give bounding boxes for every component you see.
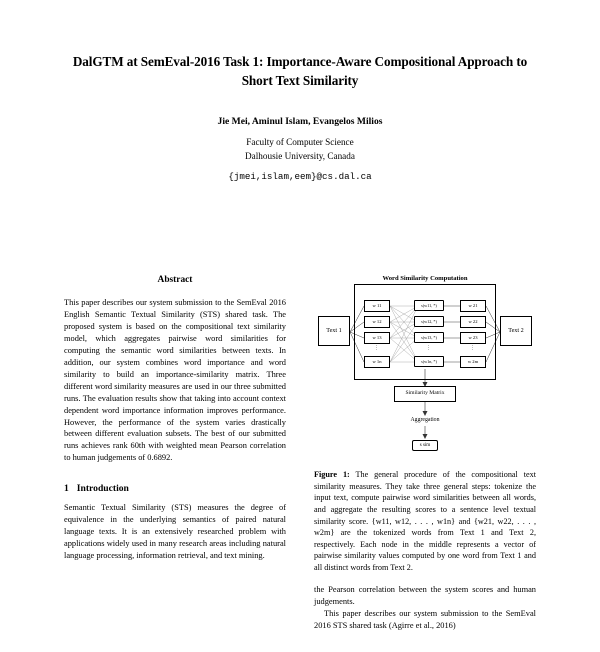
figure-mid-node-3: s(w13, *) [414, 332, 444, 343]
affiliation-line-2: Dalhousie University, Canada [245, 151, 355, 162]
figure-left-node-1: w 11 [364, 300, 390, 312]
figure-right-node-2: w 22 [460, 316, 486, 328]
right-paragraph-1: the Pearson correlation between the system scores and human judgements. [314, 584, 536, 606]
figure-text2-box: Text 2 [500, 316, 532, 346]
figure-text1-box: Text 1 [318, 316, 350, 346]
figure-right-node-1: w 21 [460, 300, 486, 312]
figure-mid-ellipsis: ⋮ [426, 346, 432, 351]
figure-score-box: s sim [412, 440, 438, 451]
figure-left-node-2: w 12 [364, 316, 390, 328]
figure-left-ellipsis: ⋮ [374, 346, 380, 351]
figure-left-node-3: w 13 [364, 332, 390, 344]
figure-left-node-n: w 1n [364, 356, 390, 368]
section-number: 1 [64, 483, 69, 495]
section-title: Introduction [76, 483, 129, 495]
abstract-heading: Abstract [157, 275, 193, 285]
figure-right-ellipsis: ⋮ [470, 346, 476, 351]
affiliation-line-1: Faculty of Computer Science [246, 137, 354, 148]
page-title: DalGTM at SemEval-2016 Task 1: Importance-Aware Compositional Approach to Short Text Similarity [72, 54, 528, 89]
figure-aggregation-label: Aggregation [410, 417, 440, 423]
figure-right-node-3: w 23 [460, 332, 486, 344]
figure-caption-text: The general procedure of the compositional text similarity measures. They take three general steps: tokenize the input text, compute pairwise word similarities between all words, and aggregate the resulting scores to a sentence level textual similarity score. {w11, w12, . . . , w1n} and {w21, w22, . . . , w2m} are the tokenized words from Text 1 and Text 2, respectively. Each node in the middle represents a vector of pairwise similarity values computed by one word from Text 1 and all distinct words from Text 2. [314, 470, 537, 573]
figure-similarity-matrix: Similarity Matrix [394, 386, 456, 402]
abstract-body [64, 297, 286, 464]
figure-caption [314, 469, 536, 574]
right-paragraph-2: This paper describes our system submission to the SemEval 2016 STS shared task (Agirre et al., 2016) [314, 608, 536, 630]
figure-caption-label: Figure 1: [314, 470, 350, 479]
right-column [314, 274, 536, 631]
contact-email: {jmei,islam,eem}@cs.dal.ca [228, 170, 372, 182]
left-column [64, 274, 286, 561]
abstract-text: This paper describes our system submission to the SemEval 2016 English Semantic Textual Similarity (STS) shared task. The proposed system is based on the compositional text similarity model, which aggregates pairwise word similarities for computing the semantic word similarities between texts. In addition, our system combines word importance and word similarity to build an importance-similarity matrix. Three different word similarity measures are used in our three submitted runs. The evaluation results show that taking into account context dependent word importance information improves performance. However, the performance of the system varies drastically between different evaluation subsets. The best of our submitted runs achieves rank 60th with weighted mean Pearson correlation to human judgements of 0.6892. [64, 298, 286, 463]
section-heading-introduction [64, 482, 286, 496]
figure-title: Word Similarity Computation [382, 275, 468, 282]
paper-page [0, 52, 600, 652]
figure-mid-node-2: s(w12, *) [414, 316, 444, 327]
figure-right-node-m: w 2m [460, 356, 486, 368]
figure-1-graphic [314, 274, 536, 459]
author-list: Jie Mei, Aminul Islam, Evangelos Milios [217, 116, 383, 128]
affiliation [0, 136, 600, 164]
two-column-body [0, 274, 600, 652]
figure-mid-node-1: s(w11, *) [414, 300, 444, 311]
intro-paragraph-1: Semantic Textual Similarity (STS) measures the degree of equivalence in the underlying semantics of paired natural language texts. It is an extensively researched problem with applications widely used in many research areas including natural language processing, information retrieval, and text mining. [64, 502, 286, 560]
figure-mid-node-n: s(w1n, *) [414, 356, 444, 367]
